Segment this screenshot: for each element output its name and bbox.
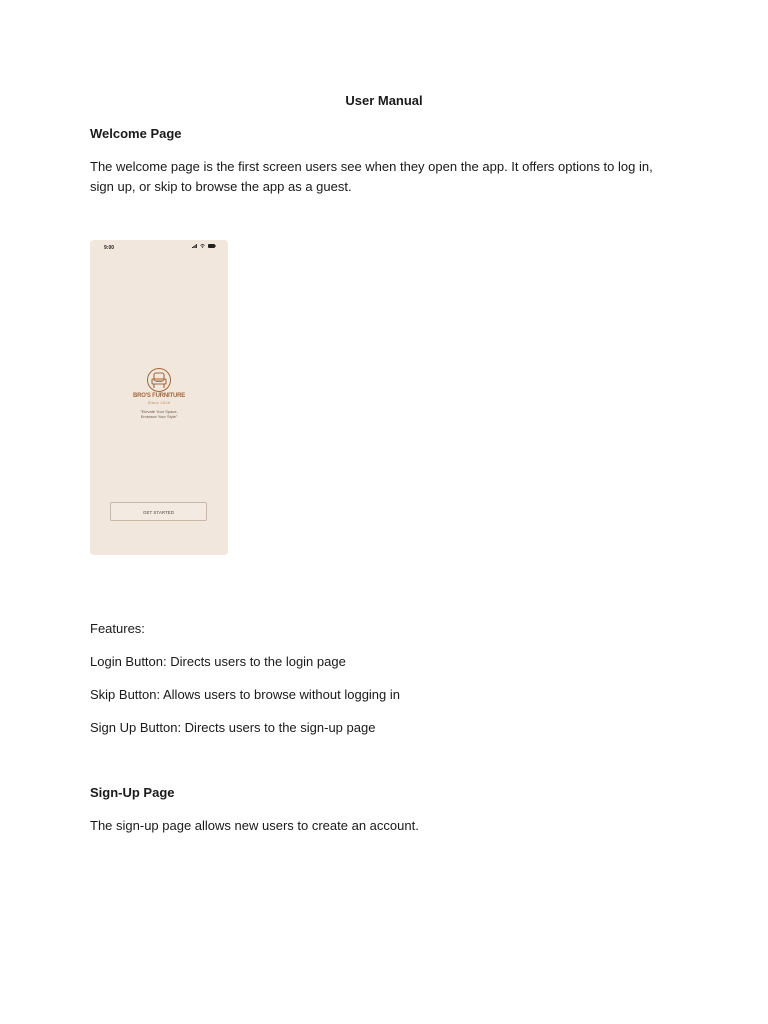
welcome-screen-screenshot [90, 240, 228, 555]
brand-since: Since 2020 [147, 400, 171, 405]
feature-item: Login Button: Directs users to the login page [90, 654, 346, 669]
tagline-line-1: "Elevate Your Space, [140, 409, 178, 414]
brand-tagline [90, 409, 228, 419]
section-heading-welcome: Welcome Page [90, 126, 182, 141]
armchair-logo-icon [146, 367, 172, 393]
brand-name: BRO'S FURNITURE [132, 393, 186, 399]
features-label: Features: [90, 621, 145, 636]
document-title: User Manual [345, 93, 423, 108]
wifi-icon [200, 244, 205, 248]
section-body-welcome: The welcome page is the first screen users see when they open the app. It offers options to log in, sign up, or skip to browse the app as a guest. [90, 159, 653, 194]
feature-item: Sign Up Button: Directs users to the sign-up page [90, 720, 376, 735]
status-icons [192, 244, 216, 248]
section-heading-signup: Sign-Up Page [90, 785, 175, 800]
tagline-line-2: Embrace Your Style" [140, 414, 178, 419]
get-started-button: GET STARTED [110, 502, 207, 521]
status-time: 9:00 [104, 245, 115, 251]
signal-icon [192, 244, 197, 248]
feature-item: Skip Button: Allows users to browse without logging in [90, 687, 401, 702]
battery-icon [208, 244, 216, 248]
section-body-signup: The sign-up page allows new users to create an account. [90, 818, 419, 833]
